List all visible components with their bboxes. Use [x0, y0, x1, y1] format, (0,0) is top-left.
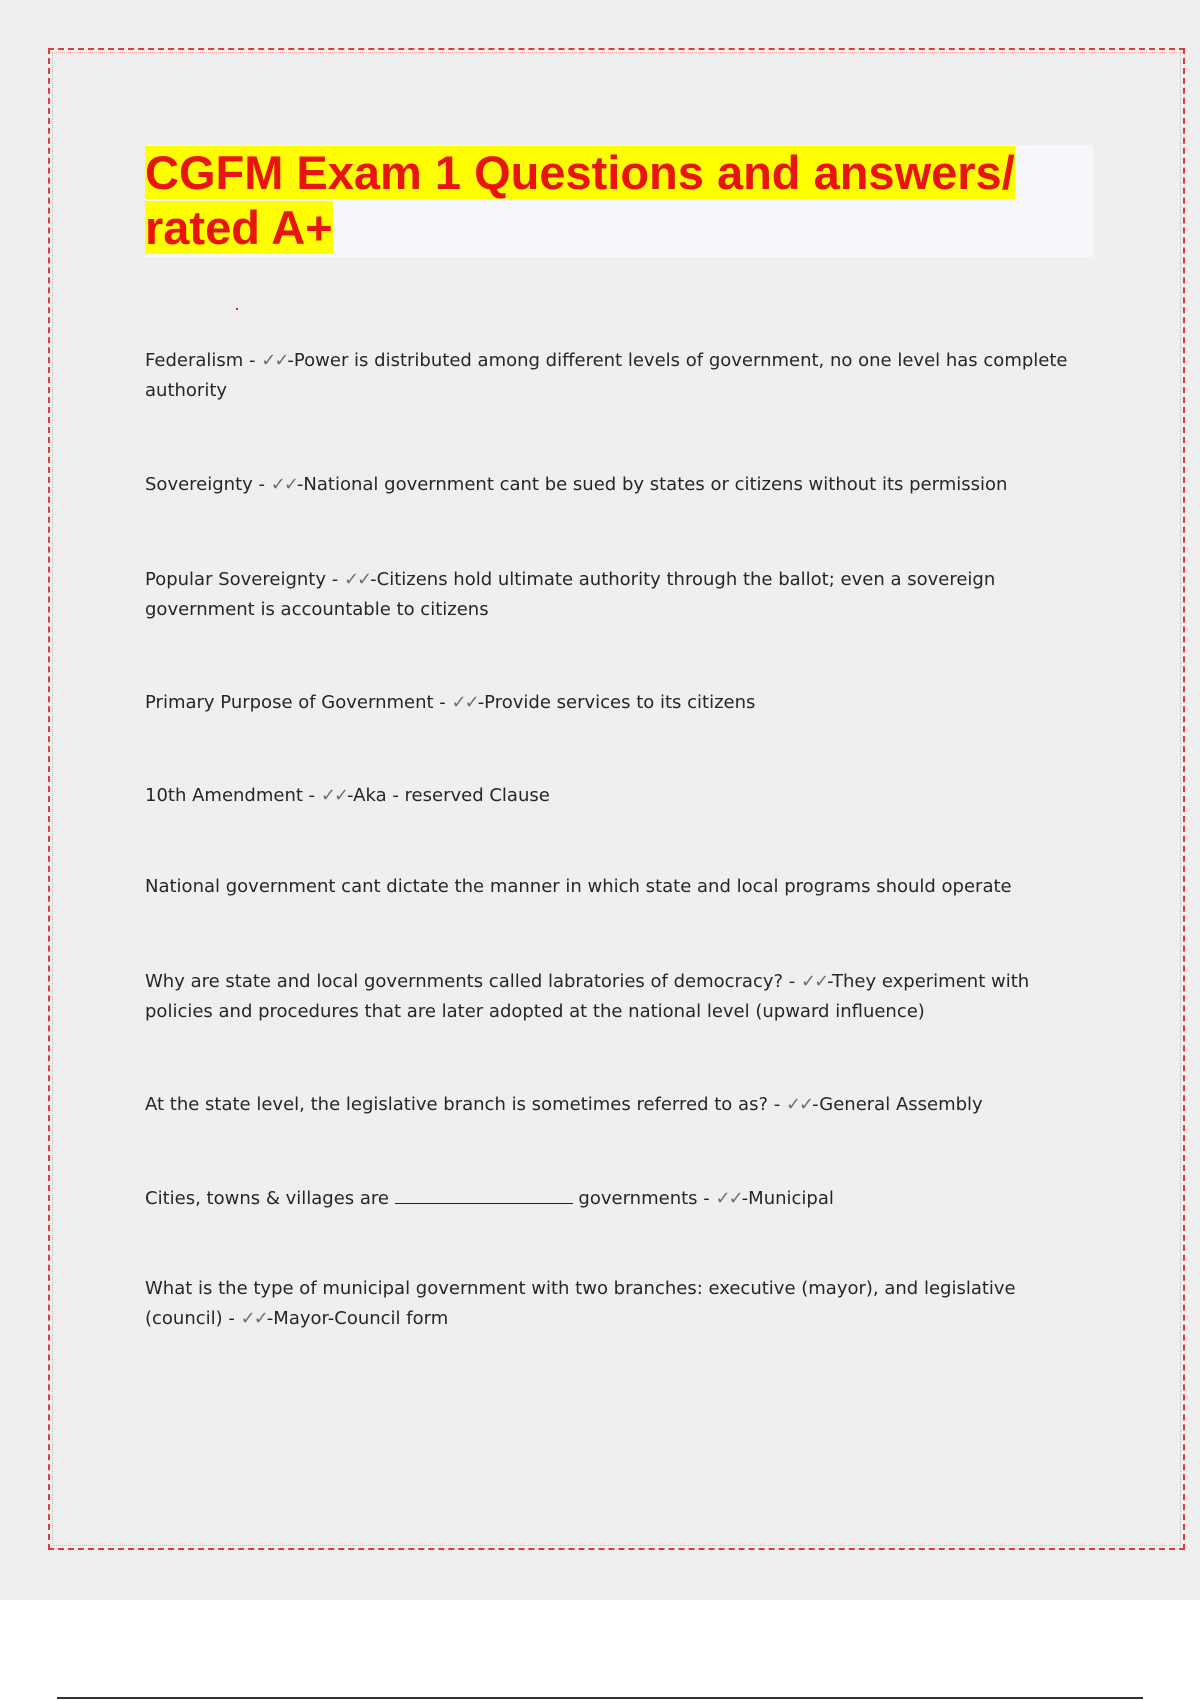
- qa-term: Primary Purpose of Government: [145, 692, 434, 713]
- checkmark-icon: ✓✓: [715, 1188, 742, 1209]
- title-line-1: CGFM Exam 1 Questions and answers/: [145, 146, 1015, 199]
- title-line-2: rated A+: [145, 201, 333, 254]
- checkmark-icon: ✓✓: [320, 785, 348, 806]
- qa-answer: -They experiment with policies and procedures that are later adopted at the national level (upward influence): [145, 971, 1030, 1022]
- qa-answer: -Municipal: [741, 1188, 834, 1209]
- qa-statement: [145, 872, 1095, 902]
- qa-term: Sovereignty: [145, 474, 253, 495]
- stray-dot: [236, 308, 238, 310]
- qa-term: 10th Amendment: [145, 785, 303, 806]
- qa-term: Cities, towns & villages are: [145, 1188, 395, 1209]
- title-block: [145, 145, 1093, 257]
- checkmark-icon: ✓✓: [451, 692, 478, 713]
- checkmark-icon: ✓✓: [343, 569, 371, 590]
- qa-answer: -Power is distributed among different levels of government, no one level has complete authority: [145, 350, 1068, 401]
- qa-item: Popular Sovereignty - ✓✓-Citizens hold ultimate authority through the ballot; even a sovereign government is accountable to citizens: [145, 569, 996, 620]
- checkmark-icon: ✓✓: [801, 971, 828, 992]
- qa-item: Sovereignty - ✓✓-National government cant be sued by states or citizens without its permission: [145, 474, 1008, 495]
- qa-term-suffix: governments: [572, 1188, 698, 1209]
- checkmark-icon: ✓✓: [261, 350, 288, 371]
- qa-term: Federalism: [145, 350, 244, 371]
- qa-term: Popular Sovereignty: [145, 569, 327, 590]
- qa-term: At the state level, the legislative branch is sometimes referred to as?: [145, 1094, 768, 1115]
- checkmark-icon: ✓✓: [270, 474, 297, 495]
- qa-term: What is the type of municipal government with two branches: executive (mayor), and legislative (council): [145, 1278, 1016, 1329]
- checkmark-icon: ✓✓: [785, 1094, 813, 1115]
- qa-item: At the state level, the legislative branch is sometimes referred to as? - ✓✓-General Assembly: [145, 1094, 983, 1115]
- document-title: [145, 145, 1093, 255]
- qa-text: National government cant dictate the manner in which state and local programs should operate: [145, 876, 1012, 897]
- fill-in-blank: [395, 1183, 573, 1204]
- qa-answer: -Provide services to its citizens: [477, 692, 756, 713]
- qa-item: 10th Amendment - ✓✓-Aka - reserved Clause: [145, 785, 550, 806]
- qa-item: Primary Purpose of Government - ✓✓-Provide services to its citizens: [145, 692, 756, 713]
- qa-term: Why are state and local governments called labratories of democracy?: [145, 971, 784, 992]
- qa-item: Federalism - ✓✓-Power is distributed among different levels of government, no one level has complete authority: [145, 350, 1068, 401]
- qa-item: What is the type of municipal government with two branches: executive (mayor), and legislative (council) - ✓✓-Mayor-Council form: [145, 1278, 1016, 1329]
- checkmark-icon: ✓✓: [240, 1308, 267, 1329]
- footer-rule: [57, 1697, 1143, 1699]
- qa-item: Cities, towns & villages are governments - ✓✓-Municipal: [145, 1183, 1095, 1214]
- qa-answer: -General Assembly: [812, 1094, 983, 1115]
- qa-item: Why are state and local governments called labratories of democracy? - ✓✓-They experiment with policies and procedures that are later adopted at the national level (upward influence): [145, 971, 1030, 1022]
- qa-answer: -Citizens hold ultimate authority through the ballot; even a sovereign government is accountable to citizens: [145, 569, 996, 620]
- qa-answer: -National government cant be sued by states or citizens without its permission: [296, 474, 1008, 495]
- qa-answer: -Aka - reserved Clause: [347, 785, 550, 806]
- qa-answer: -Mayor-Council form: [266, 1308, 449, 1329]
